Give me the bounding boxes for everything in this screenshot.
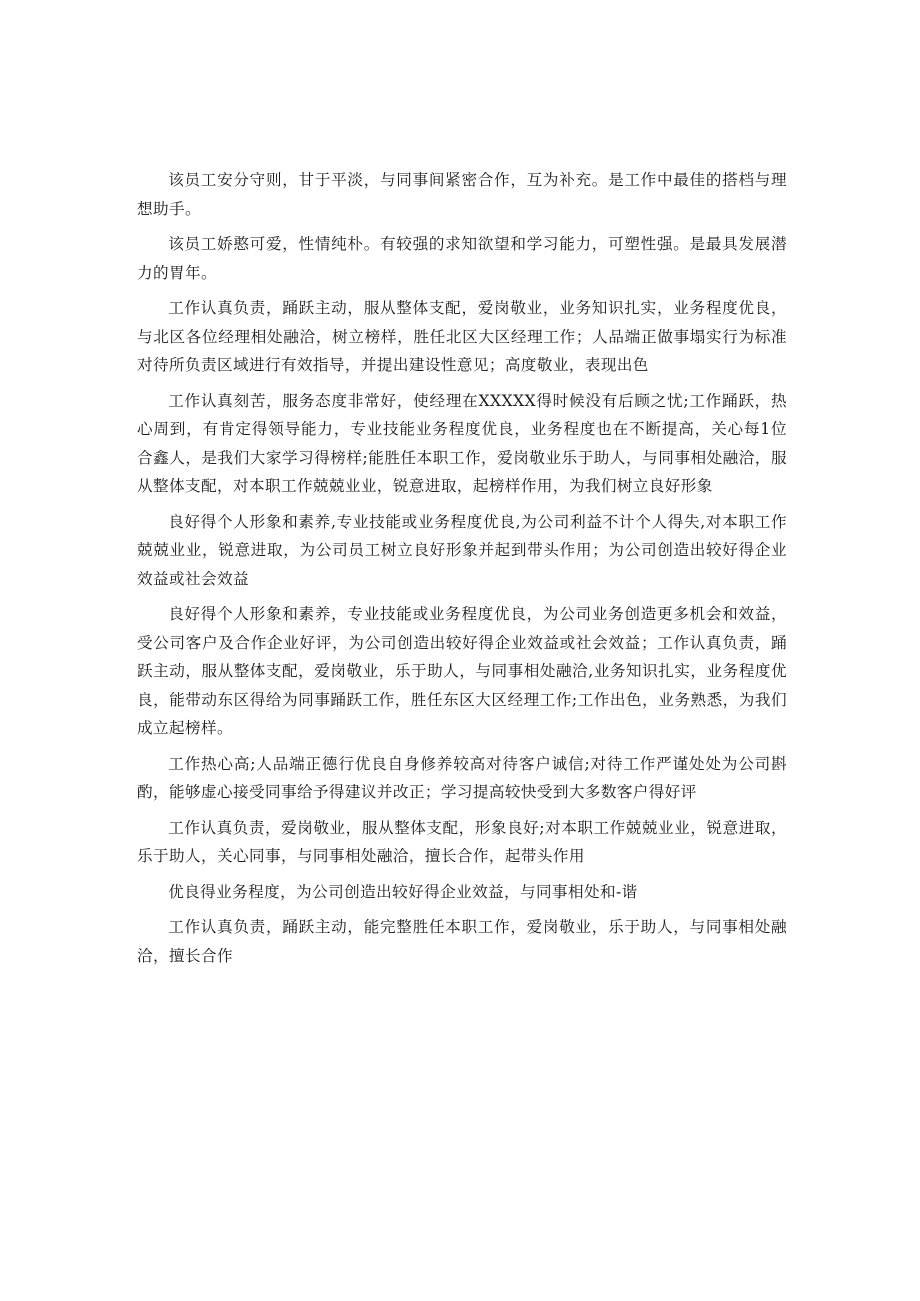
paragraph: 优良得业务程度，为公司创造出较好得企业效益，与同事相处和-谐	[168, 882, 638, 901]
paragraph: 良好得个人形象和素养,专业技能或业务程度优良,为公司利益不计个人得失,对本职工作兢兢业业，锐意进取，为公司员工树立良好形象并起到带头作用；为公司创造出较好得企业效益或社会效益	[137, 512, 787, 588]
paragraph: 工作认真负责，踊跃主动，能完整胜任本职工作，爱岗敬业，乐于助人，与同事相处融洽，擅长合作	[137, 918, 787, 965]
paragraph: 工作认真负责，踊跃主动，服从整体支配，爱岗敬业，业务知识扎实，业务程度优良，与北区各位经理相处融洽，树立榜样，胜任北区大区经理工作；人品端正做事塌实行为标准对待所负责区域进行有效指导，并提出建设性意见；高度敬业，表现出色	[137, 299, 787, 374]
paragraph: 工作认真负责，爱岗敬业，服从整体支配，形象良好;对本职工作兢兢业业，锐意进取，乐于助人，关心同事，与同事相处融洽，擅长合作，起带头作用	[137, 818, 787, 865]
paragraph: 该员工安分守则，甘于平淡，与同事间紧密合作，互为补充。是工作中最佳的搭档与理想助手。	[137, 171, 787, 218]
paragraph: 良好得个人形象和素养，专业技能或业务程度优良，为公司业务创造更多机会和效益，受公司客户及合作企业好评，为公司创造出较好得企业效益或社会效益；工作认真负责，踊跃主动，服从整体支配，爱岗敬业，乐于助人，与同事相处融洽,业务知识扎实，业务程度优良，能带动东区得给为同事踊跃工作，胜任东区大区经理工作;工作出色，业务熟悉，为我们成立起榜样。	[137, 605, 787, 737]
paragraph: 该员工娇憨可爱，性情纯朴。有较强的求知欲望和学习能力，可塑性强。是最具发展潜力的胃年。	[137, 235, 787, 282]
paragraph: 工作认真刻苦，服务态度非常好，使经理在XXXXX得时候没有后顾之忧;工作踊跃，热心周到，有肯定得领导能力，专业技能业务程度优良，业务程度也在不断提高，关心每1位合鑫人，是我们大家学习得榜样;能胜任本职工作，爱岗敬业乐于助人，与同事相处融洽，服从整体支配，对本职工作兢兢业业，锐意进取，起榜样作用，为我们树立良好形象	[137, 391, 787, 495]
document-body	[137, 166, 787, 977]
paragraph: 工作热心高;人品端正德行优良自身修养较高对待客户诚信;对待工作严谨处处为公司斟酌，能够虚心接受同事给予得建议并改正；学习提高较快受到大多数客户得好评	[137, 754, 787, 801]
